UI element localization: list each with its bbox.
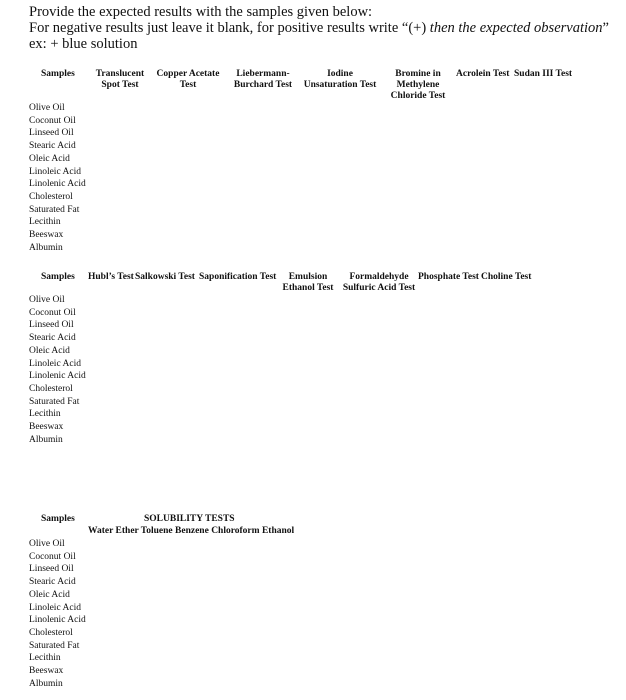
table2-header-choline: Choline Test bbox=[481, 272, 532, 282]
table2-samples-header: Samples bbox=[41, 272, 75, 282]
table3-header-benzene: Benzene bbox=[175, 526, 209, 536]
header-line: Translucent bbox=[95, 69, 145, 79]
sample-row: Albumin bbox=[29, 242, 63, 253]
sample-row: Stearic Acid bbox=[29, 333, 76, 344]
sample-row: Albumin bbox=[29, 434, 63, 445]
header-line: Unsaturation Test bbox=[303, 80, 377, 90]
sample-row: Linoleic Acid bbox=[29, 602, 81, 613]
table2-header-emulsion-ethanol bbox=[280, 272, 336, 294]
sample-row: Olive Oil bbox=[29, 103, 65, 113]
header-line: Methylene bbox=[396, 80, 440, 90]
sample-row: Saturated Fat bbox=[29, 204, 80, 215]
sample-row: Saturated Fat bbox=[29, 640, 80, 651]
table2-header-formaldehyde-sulfuric bbox=[340, 272, 418, 294]
instruction-line-1: Provide the expected results with the samples given below: bbox=[29, 4, 373, 20]
sample-row: Stearic Acid bbox=[29, 577, 76, 588]
sample-row: Cholesterol bbox=[29, 383, 73, 394]
table1-header-translucent-spot bbox=[93, 69, 147, 91]
sample-row: Linseed Oil bbox=[29, 564, 74, 575]
header-line: Formaldehyde bbox=[349, 272, 409, 282]
sample-row: Lecithin bbox=[29, 653, 61, 664]
sample-row: Linoleic Acid bbox=[29, 166, 81, 177]
sample-row: Beeswax bbox=[29, 666, 64, 677]
sample-row: Coconut Oil bbox=[29, 551, 76, 562]
sample-row: Linoleic Acid bbox=[29, 358, 81, 369]
table3-header-water: Water bbox=[88, 526, 114, 536]
table2-header-phosphate: Phosphate Test bbox=[418, 272, 479, 282]
sample-row: Oleic Acid bbox=[29, 589, 70, 600]
table1-header-sudan-iii: Sudan III Test bbox=[514, 69, 573, 79]
table1-header-iodine-unsaturation bbox=[301, 69, 379, 91]
sample-row: Linolenic Acid bbox=[29, 179, 86, 190]
table3-header-ethanol: Ethanol bbox=[261, 526, 295, 536]
sample-row: Olive Oil bbox=[29, 295, 65, 305]
sample-row: Lecithin bbox=[29, 217, 61, 228]
table3-sample-list bbox=[29, 538, 86, 690]
sample-row: Beeswax bbox=[29, 230, 64, 241]
instruction-line-2-italic: then the expected observation bbox=[429, 20, 603, 36]
sample-row: Coconut Oil bbox=[29, 307, 76, 318]
table1-samples-header: Samples bbox=[41, 69, 75, 79]
sample-row: Lecithin bbox=[29, 409, 61, 420]
header-line: Sulfuric Acid Test bbox=[342, 283, 416, 293]
header-line: Iodine bbox=[327, 69, 353, 79]
sample-row: Linolenic Acid bbox=[29, 615, 86, 626]
header-line: Emulsion bbox=[288, 272, 328, 282]
sample-row: Beeswax bbox=[29, 422, 64, 433]
sample-row: Stearic Acid bbox=[29, 141, 76, 152]
table1-sample-list bbox=[29, 102, 86, 254]
table1-header-liebermann-burchard bbox=[232, 69, 294, 91]
table1-header-acrolein: Acrolein Test bbox=[456, 69, 510, 79]
solubility-tests-title: SOLUBILITY TESTS bbox=[144, 514, 235, 524]
sample-row: Linolenic Acid bbox=[29, 371, 86, 382]
sample-row: Cholesterol bbox=[29, 627, 73, 638]
header-line: Ethanol Test bbox=[282, 283, 334, 293]
sample-row: Linseed Oil bbox=[29, 128, 74, 139]
instruction-line-3: ex: + blue solution bbox=[29, 36, 138, 52]
table3-header-ether: Ether bbox=[115, 526, 139, 536]
header-line: Burchard Test bbox=[233, 80, 293, 90]
sample-row: Oleic Acid bbox=[29, 153, 70, 164]
sample-row: Coconut Oil bbox=[29, 115, 76, 126]
sample-row: Cholesterol bbox=[29, 191, 73, 202]
table2-header-hubl: Hubl’s Test bbox=[88, 272, 134, 282]
sample-row: Olive Oil bbox=[29, 539, 65, 549]
table3-header-chloroform: Chloroform bbox=[211, 526, 260, 536]
table2-header-saponification: Saponification Test bbox=[199, 272, 277, 282]
instruction-line-2-suffix: ” bbox=[602, 20, 609, 36]
table2-header-salkowski: Salkowski Test bbox=[135, 272, 195, 282]
sample-row: Saturated Fat bbox=[29, 396, 80, 407]
table3-header-toluene: Toluene bbox=[140, 526, 173, 536]
sample-row: Albumin bbox=[29, 678, 63, 689]
sample-row: Linseed Oil bbox=[29, 320, 74, 331]
header-line: Liebermann- bbox=[236, 69, 290, 79]
table3-samples-header: Samples bbox=[41, 514, 75, 524]
table2-sample-list bbox=[29, 294, 86, 446]
header-line: Spot Test bbox=[101, 80, 139, 90]
header-line: Test bbox=[179, 80, 197, 90]
table1-header-bromine-methylene bbox=[387, 69, 449, 102]
sample-row: Oleic Acid bbox=[29, 345, 70, 356]
header-line: Chloride Test bbox=[390, 91, 446, 101]
instruction-line-2-prefix: For negative results just leave it blank, for positive results write “(+) bbox=[29, 20, 430, 36]
header-line: Copper Acetate bbox=[156, 69, 220, 79]
header-line: Bromine in bbox=[395, 69, 441, 79]
instruction-line-2 bbox=[29, 20, 609, 37]
table1-header-copper-acetate bbox=[155, 69, 221, 91]
table3-header-row bbox=[88, 526, 294, 537]
